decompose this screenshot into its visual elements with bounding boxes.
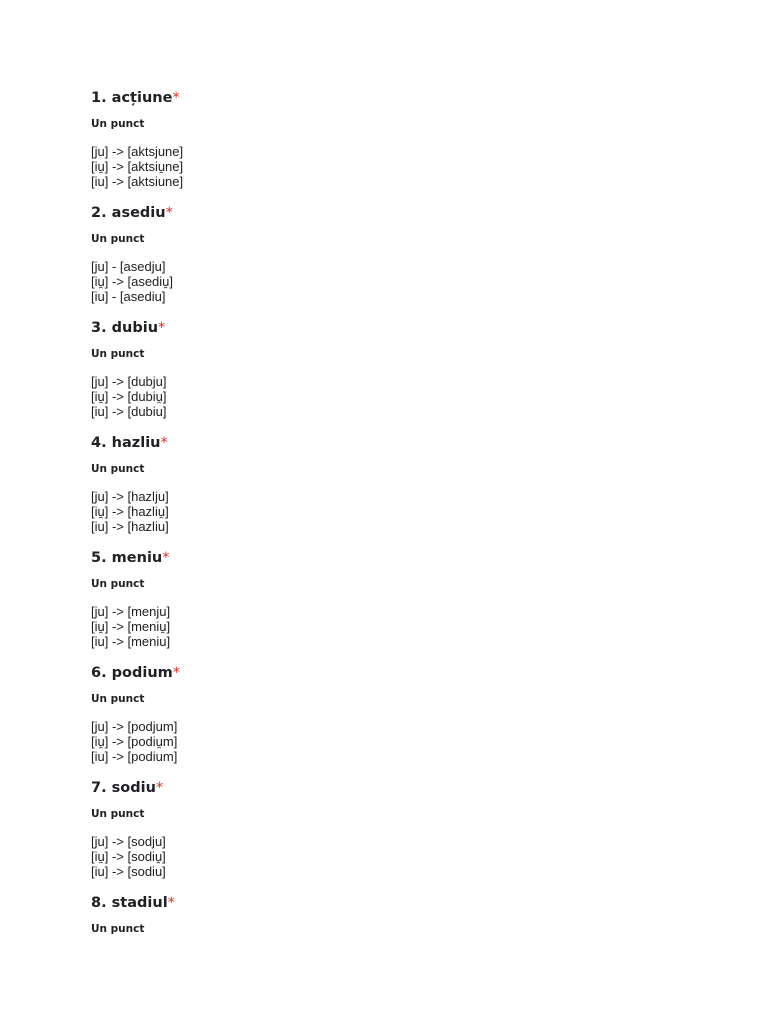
question-title (91, 434, 691, 452)
answer-option[interactable]: [iu] - [asediu] (91, 289, 166, 305)
points-label: Un punct (91, 118, 145, 130)
answer-options (91, 144, 691, 190)
required-asterisk: * (162, 550, 170, 566)
question-title (91, 319, 691, 337)
answer-option[interactable]: [iu] -> [hazliu] (91, 519, 169, 535)
answer-option[interactable]: [iu] -> [podium] (91, 749, 178, 765)
answer-option[interactable]: [iu̯] -> [dubiu̯] (91, 389, 167, 405)
question-title (91, 894, 691, 912)
answer-options (91, 604, 691, 650)
question-number: 5. (91, 550, 107, 566)
question-title (91, 549, 691, 567)
required-asterisk: * (158, 320, 166, 336)
answer-option[interactable]: [ju] -> [aktsjune] (91, 144, 184, 159)
question-title (91, 89, 691, 107)
question-number: 2. (91, 205, 107, 221)
answer-option[interactable]: [iu] -> [aktsiune] (91, 174, 184, 190)
question-3 (91, 319, 691, 434)
quiz-form (91, 89, 691, 1009)
question-text: stadiul (111, 895, 168, 911)
answer-option[interactable]: [ju] -> [podjum] (91, 719, 178, 734)
question-5 (91, 549, 691, 664)
question-2 (91, 204, 691, 319)
required-asterisk: * (165, 205, 173, 221)
question-text: meniu (111, 550, 163, 566)
answer-option[interactable]: [iu̯] -> [asediu̯] (91, 274, 174, 290)
question-number: 6. (91, 665, 107, 681)
question-number: 7. (91, 780, 107, 796)
question-title (91, 664, 691, 682)
answer-options (91, 374, 691, 420)
question-7 (91, 779, 691, 894)
question-title (91, 779, 691, 797)
question-text: sodiu (111, 780, 156, 796)
question-1 (91, 89, 691, 204)
question-title (91, 204, 691, 222)
answer-option[interactable]: [iu̯] -> [podiu̯m] (91, 734, 178, 750)
points-label: Un punct (91, 463, 145, 475)
question-number: 3. (91, 320, 107, 336)
required-asterisk: * (160, 435, 168, 451)
required-asterisk: * (167, 895, 175, 911)
question-6 (91, 664, 691, 779)
question-text: dubiu (111, 320, 159, 336)
question-text: hazliu (111, 435, 161, 451)
points-label: Un punct (91, 808, 145, 820)
question-text: podium (111, 665, 173, 681)
answer-option[interactable]: [ju] -> [menju] (91, 604, 171, 619)
answer-option[interactable]: [iu̯] -> [meniu̯] (91, 619, 171, 635)
answer-options (91, 719, 691, 765)
question-number: 1. (91, 90, 107, 106)
answer-option[interactable]: [iu̯] -> [hazliu̯] (91, 504, 169, 520)
answer-options (91, 259, 691, 305)
required-asterisk: * (155, 780, 164, 796)
required-asterisk: * (172, 665, 181, 681)
points-label: Un punct (91, 923, 145, 935)
question-number: 8. (91, 895, 107, 911)
points-label: Un punct (91, 348, 145, 360)
answer-options (91, 489, 691, 535)
points-label: Un punct (91, 578, 145, 590)
question-text: acțiune (111, 90, 173, 106)
required-asterisk: * (172, 90, 180, 106)
question-4 (91, 434, 691, 549)
answer-option[interactable]: [ju] -> [dubju] (91, 374, 167, 389)
answer-option[interactable]: [ju] -> [hazlju] (91, 489, 169, 504)
answer-option[interactable]: [ju] - [asedju] (91, 259, 166, 274)
question-8 (91, 894, 691, 1009)
answer-option[interactable]: [ju] -> [sodju] (91, 834, 166, 849)
points-label: Un punct (91, 693, 145, 705)
answer-option[interactable]: [iu̯] -> [aktsiu̯ne] (91, 159, 184, 175)
answer-option[interactable]: [iu] -> [dubiu] (91, 404, 167, 420)
answer-option[interactable]: [iu] -> [meniu] (91, 634, 171, 650)
points-label: Un punct (91, 233, 145, 245)
question-text: asediu (111, 205, 166, 221)
question-number: 4. (91, 435, 107, 451)
answer-option[interactable]: [iu̯] -> [sodiu̯] (91, 849, 166, 865)
answer-option[interactable]: [iu] -> [sodiu] (91, 864, 166, 880)
answer-options (91, 834, 691, 880)
